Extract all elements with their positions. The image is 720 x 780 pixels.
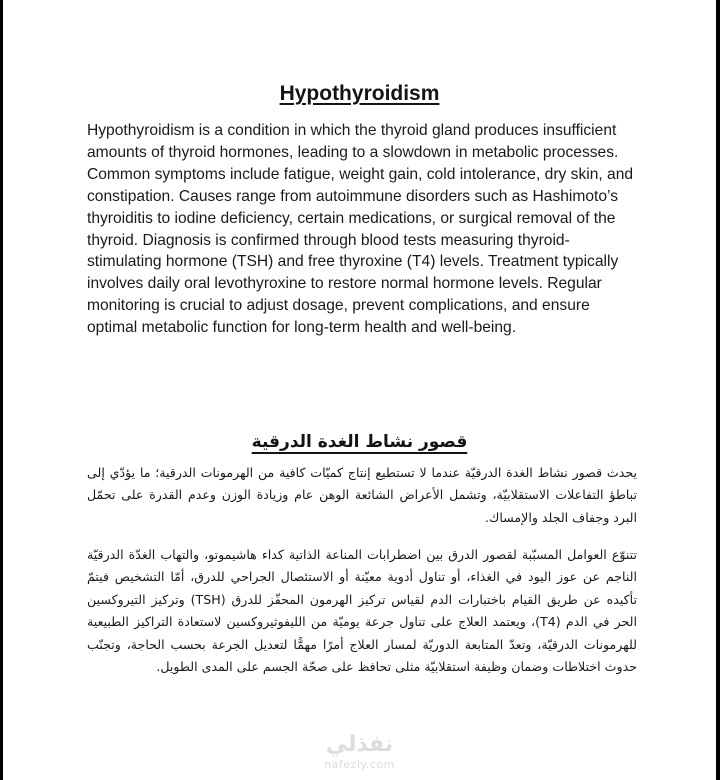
arabic-heading-text: قصور نشاط الغدة الدرقية — [251, 432, 468, 452]
english-heading-text: Hypothyroidism — [279, 82, 440, 105]
document-page — [3, 0, 716, 780]
english-heading — [3, 80, 716, 108]
arabic-paragraph-1: يحدث قصور نشاط الغدة الدرقيّة عندما لا تستطيع إنتاج كميّات كافية من الهرمونات الدرقية؛ ما يؤدّي إلى تباطؤ التفاعلات الاستقلابيّة، وتشمل الأعراض الشائعة الوهن عام وزيادة الوزن وعدم القدرة على تحمّل البرد وجفاف الجلد والإمساك. — [87, 465, 637, 525]
watermark-arabic-text: نفذلي — [325, 732, 394, 757]
arabic-heading — [3, 428, 716, 456]
english-paragraph: Hypothyroidism is a condition in which the thyroid gland produces insufficient amounts of thyroid hormones, leading to a slowdown in metabolic processes. Common symptoms include fatigue, weight gain, cold intolerance, dry skin, and constipation. Causes range from autoimmune disorders such as Hashimoto’s thyroiditis to iodine deficiency, certain medications, or surgical removal of the thyroid. Diagnosis is confirmed through blood tests measuring thyroid-stimulating hormone (TSH) and free thyroxine (T4) levels. Treatment typically involves daily oral levothyroxine to restore normal hormone levels. Regular monitoring is crucial to adjust dosage, prevent complications, and ensure optimal metabolic function for long-term health and well-being. — [87, 122, 634, 337]
watermark-logo — [3, 732, 716, 772]
arabic-paragraph-2: تتنوّع العوامل المسبّبة لقصور الدرق بين اضطرابات المناعة الذاتية كداء هاشيموتو، والتهاب الغدّة الدرقيّة الناجم عن عوز اليود في الغذاء، أو تناول أدوية معيّنة أو الاستئصال الجراحي للدرق، أمّا التشخيص فيتمّ تأكيده عن طريق القيام باختبارات الدم لقياس تركيز الهرمون المحفّز للدرق (TSH) وتركيز التيروكسين الحر في الدم (T4)، ويعتمد العلاج على تناول جرعة يوميّة من الليفوثيروكسين لاستعادة التراكيز الطبيعية للهرمونات الدرقيّة، وتعدّ المتابعة الدوريّة لمسار العلاج أمرًا مهمًّا لتعديل الجرعة بحسب الحاجة، وتجنّب حدوث اختلاطات وضمان وظيفة استقلابيّة مثلى تحافظ على صحّة الجسم على المدى الطويل. — [87, 547, 637, 675]
watermark-domain-text: nafezly.com — [324, 758, 395, 771]
